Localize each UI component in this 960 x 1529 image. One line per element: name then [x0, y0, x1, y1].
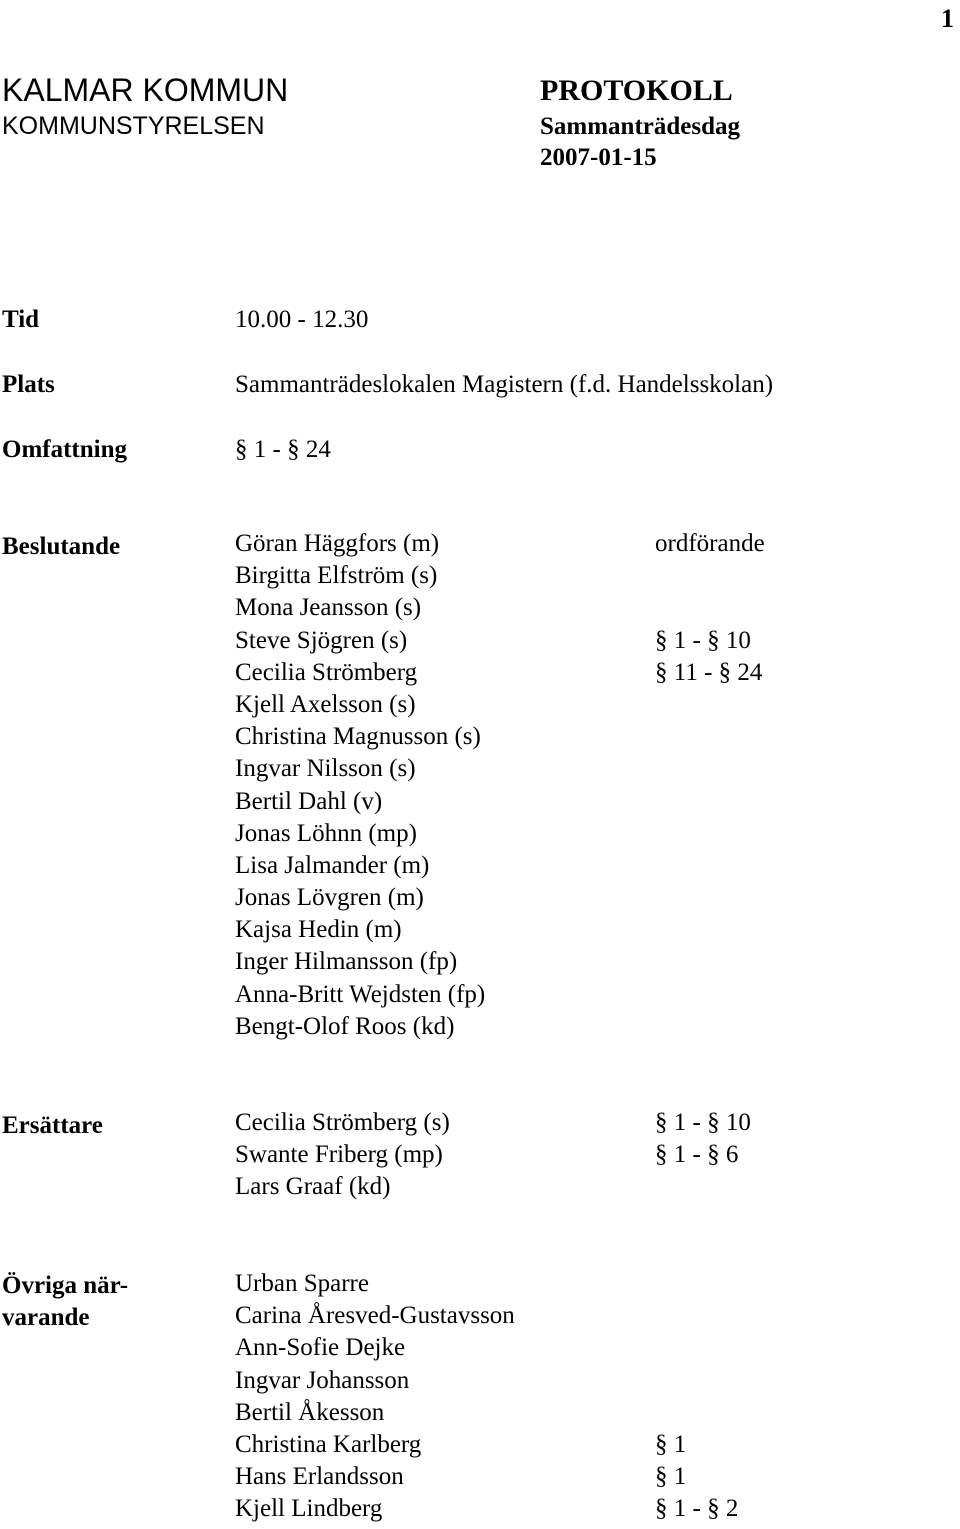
list-item: Bengt-Olof Roos (kd)	[235, 1012, 455, 1040]
ovriga-label-line1: Övriga när-	[2, 1272, 129, 1299]
list-item-note	[655, 1365, 738, 1397]
omfattning-value: § 1 - § 24	[235, 436, 331, 463]
plats-value: Sammanträdeslokalen Magistern (f.d. Handelsskolan)	[235, 371, 774, 398]
list-item-note	[655, 1332, 738, 1364]
list-item: Hans Erlandsson	[235, 1463, 404, 1491]
tid-value: 10.00 - 12.30	[235, 306, 369, 333]
ersattare-names	[235, 1107, 450, 1204]
tid-label: Tid	[2, 306, 40, 333]
list-item: Mona Jeansson (s)	[235, 594, 422, 622]
list-item: Kajsa Hedin (m)	[235, 916, 402, 944]
list-item: Ingvar Johansson	[235, 1366, 410, 1394]
list-item-note	[655, 560, 765, 592]
document-type: PROTOKOLL	[540, 74, 733, 107]
list-item: Cecilia Strömberg (s)	[235, 1109, 450, 1136]
list-item: Cecilia Strömberg	[235, 658, 418, 686]
list-item: Steve Sjögren (s)	[235, 626, 408, 654]
list-item-note: § 1	[655, 1430, 687, 1458]
list-item: Bertil Dahl (v)	[235, 787, 383, 815]
organization-unit: KOMMUNSTYRELSEN	[2, 112, 265, 140]
list-item-note	[655, 1171, 751, 1203]
meeting-label: Sammanträdesdag	[540, 113, 741, 140]
list-item: Anna-Britt Wejdsten (fp)	[235, 980, 486, 1008]
list-item-note: § 11 - § 24	[655, 658, 763, 686]
list-item-note	[655, 1300, 738, 1332]
list-item-note	[655, 1268, 738, 1300]
list-item-note: § 1 - § 10	[655, 626, 751, 654]
ovriga-names	[235, 1268, 515, 1526]
list-item: Jonas Lövgren (m)	[235, 884, 424, 912]
list-item: Kjell Lindberg	[235, 1495, 383, 1523]
list-item-note: § 1 - § 10	[655, 1109, 751, 1136]
list-item: Christina Karlberg	[235, 1430, 422, 1458]
list-item-note: § 1	[655, 1463, 687, 1491]
page-number: 1	[941, 4, 954, 33]
ovriga-label-line2: varande	[2, 1304, 90, 1331]
list-item-note: ordförande	[655, 530, 765, 557]
beslutande-label: Beslutande	[2, 533, 121, 560]
list-item: Bertil Åkesson	[235, 1398, 385, 1426]
list-item-note: § 1 - § 6	[655, 1141, 739, 1169]
list-item: Christina Magnusson (s)	[235, 723, 481, 751]
list-item-note	[655, 1397, 738, 1429]
organization-name: KALMAR KOMMUN	[2, 72, 289, 108]
list-item: Urban Sparre	[235, 1270, 369, 1297]
list-item: Swante Friberg (mp)	[235, 1141, 443, 1169]
list-item-note	[655, 592, 765, 624]
list-item: Lars Graaf (kd)	[235, 1173, 391, 1201]
beslutande-names	[235, 528, 485, 1043]
list-item: Ingvar Nilsson (s)	[235, 755, 416, 783]
ersattare-label: Ersättare	[2, 1112, 103, 1139]
list-item: Lisa Jalmander (m)	[235, 851, 430, 879]
plats-label: Plats	[2, 371, 55, 398]
list-item: Birgitta Elfström (s)	[235, 562, 438, 590]
ersattare-notes	[655, 1107, 751, 1204]
list-item: Göran Häggfors (m)	[235, 530, 440, 557]
beslutande-notes	[655, 528, 765, 689]
list-item: Jonas Löhnn (mp)	[235, 819, 417, 847]
list-item: Ann-Sofie Dejke	[235, 1334, 406, 1362]
omfattning-label: Omfattning	[2, 436, 127, 463]
list-item: Inger Hilmansson (fp)	[235, 948, 458, 976]
meeting-date: 2007-01-15	[540, 144, 657, 171]
list-item: Kjell Axelsson (s)	[235, 690, 416, 718]
ovriga-notes	[655, 1268, 738, 1526]
list-item-note: § 1 - § 2	[655, 1495, 739, 1523]
list-item: Carina Åresved-Gustavsson	[235, 1302, 515, 1330]
